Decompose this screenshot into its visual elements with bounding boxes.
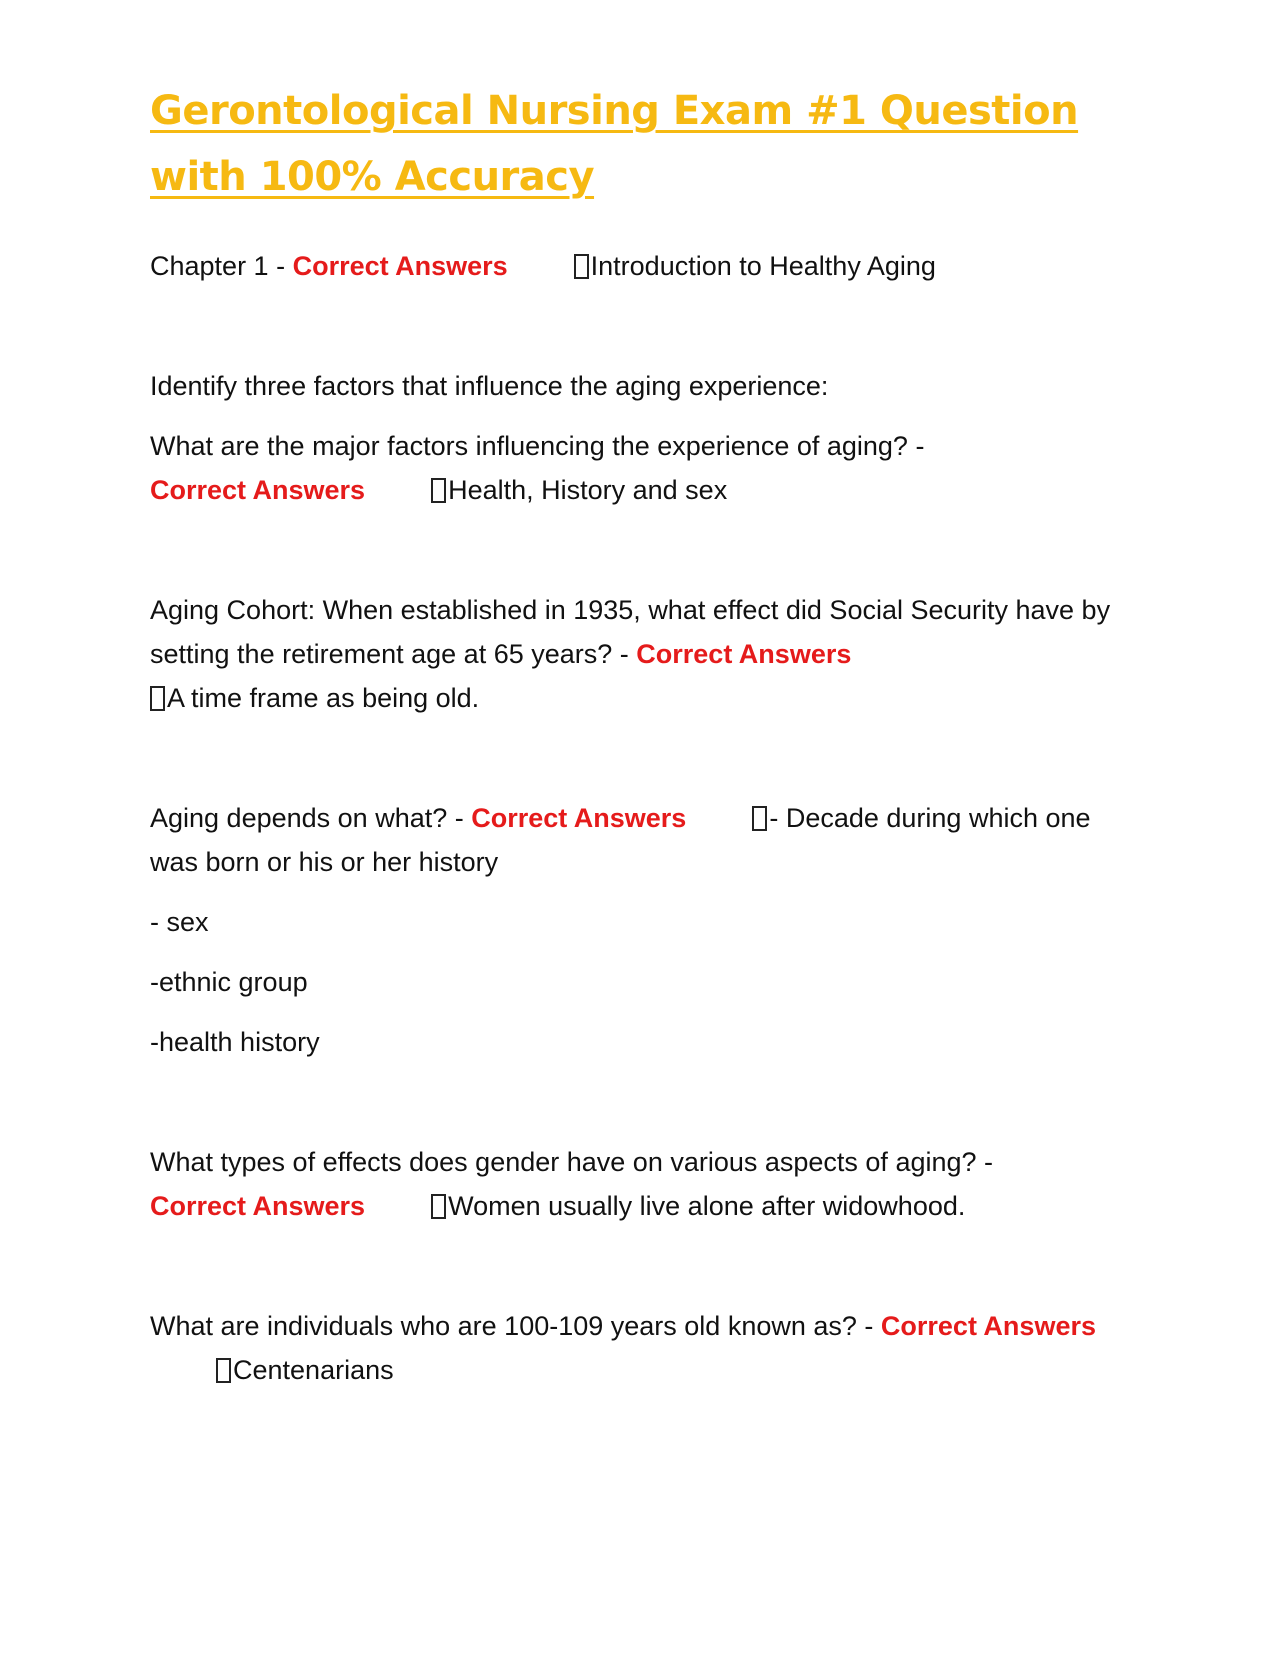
separator: -: [447, 803, 472, 833]
question-1: [150, 424, 1130, 512]
answer-text: Health, History and sex: [448, 475, 728, 505]
answer-label: Correct Answers: [150, 1191, 366, 1221]
missing-glyph-box-icon: [752, 806, 767, 831]
question-text: Aging Cohort: When established in 1935, what effect did Social Security have by setting the retirement age at 65 years?: [150, 595, 1111, 669]
answer-text: - Decade during which one was born or his or her history: [150, 803, 1091, 877]
missing-glyph-box-icon: [150, 686, 165, 711]
answer-label: Correct Answers: [150, 475, 366, 505]
missing-glyph-box-icon: [216, 1358, 231, 1383]
answer-text: A time frame as being old.: [167, 683, 480, 713]
answer-text: Centenarians: [233, 1355, 394, 1385]
answer-label: Correct Answers: [292, 251, 508, 281]
chapter-line: [150, 244, 1130, 288]
section-heading: Identify three factors that influence the aging experience:: [150, 371, 829, 401]
missing-glyph-box-icon: [574, 254, 589, 279]
answer-label: Correct Answers: [471, 803, 687, 833]
missing-glyph-box-icon: [431, 478, 446, 503]
answer-text: Women usually live alone after widowhood.: [448, 1191, 966, 1221]
chapter-prefix: Chapter 1: [150, 251, 269, 281]
question-text: What are the major factors influencing the experience of aging?: [150, 431, 908, 461]
question-5: [150, 1304, 1130, 1392]
question-text: Aging depends on what?: [150, 803, 448, 833]
separator: -: [268, 251, 293, 281]
question-4: [150, 1140, 1130, 1228]
list-item: - sex: [150, 907, 209, 937]
answer-label: Correct Answers: [636, 639, 852, 669]
list-item: -health history: [150, 1027, 320, 1057]
chapter-answer: Introduction to Healthy Aging: [590, 251, 936, 281]
question-3: [150, 796, 1130, 884]
document-title: Gerontological Nursing Exam #1 Question with 100% Accuracy: [150, 88, 1079, 200]
document-page: [150, 78, 1130, 1392]
separator: -: [612, 639, 637, 669]
separator: -: [856, 1311, 881, 1341]
separator: -: [907, 431, 925, 461]
question-2: [150, 588, 1130, 720]
question-text: What are individuals who are 100-109 years old known as?: [150, 1311, 857, 1341]
question-text: What types of effects does gender have on various aspects of aging?: [150, 1147, 977, 1177]
separator: -: [976, 1147, 994, 1177]
answer-label: Correct Answers: [880, 1311, 1096, 1341]
list-item: -ethnic group: [150, 967, 308, 997]
missing-glyph-box-icon: [431, 1194, 446, 1219]
